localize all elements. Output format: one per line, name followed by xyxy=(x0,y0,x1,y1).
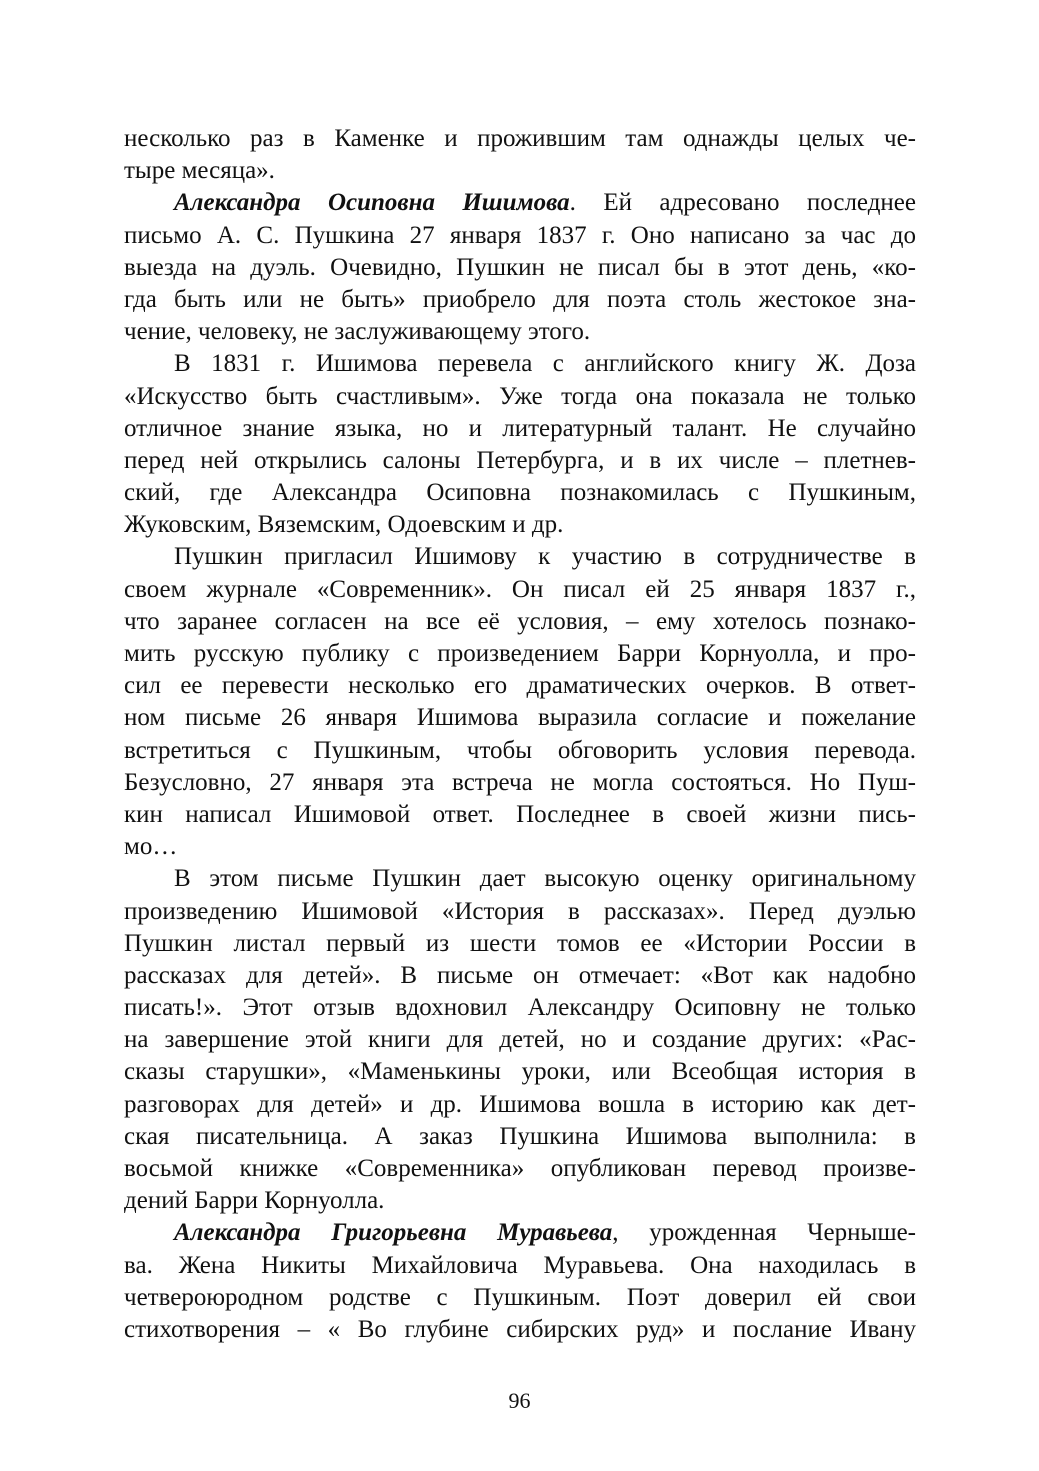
line-text: несколько раз в Каменке и прожившим там однажды целых че- xyxy=(124,125,916,152)
line-text: В этом письме Пушкин дает высокую оценку оригинальному xyxy=(174,865,916,893)
line-text: «Искусство быть счастливым». Уже тогда она показала не только xyxy=(124,382,916,410)
text-line xyxy=(124,348,916,380)
line-text: разговорах для детей» и др. Ишимова вошла в историю как дет- xyxy=(124,1090,916,1118)
text-line xyxy=(124,702,916,734)
text-line xyxy=(124,960,916,992)
text-line xyxy=(124,155,916,187)
line-text: . Ей адресовано последнее xyxy=(569,189,916,217)
text-line xyxy=(124,831,916,863)
text-line xyxy=(124,638,916,670)
text-line xyxy=(124,606,916,638)
text-line xyxy=(124,1089,916,1121)
line-text: писать!». Этот отзыв вдохновил Александру Осиповну не только xyxy=(124,994,916,1022)
paragraph xyxy=(124,1217,916,1346)
paragraph xyxy=(124,123,916,187)
text-line xyxy=(124,1153,916,1185)
line-text: сказы старушки», «Маменькины уроки, или Всеобщая история в xyxy=(124,1058,916,1086)
line-text: мить русскую публику с произведением Барри Корнуолла, и про- xyxy=(124,640,916,667)
text-line xyxy=(124,541,916,573)
line-text: ном письме 26 января Ишимова выразила согласие и пожелание xyxy=(124,704,916,732)
text-line xyxy=(124,445,916,477)
line-text: , урожденная Чернышe- xyxy=(612,1219,917,1247)
line-text: В 1831 г. Ишимова перевела с английского книгу Ж. Доза xyxy=(174,350,916,378)
line-text: гда быть или не быть» приобрело для поэта столь жестокое зна- xyxy=(124,285,916,313)
text-line xyxy=(124,1217,916,1249)
text-line xyxy=(124,574,916,606)
body-text xyxy=(124,123,916,1346)
line-text: тыре месяца». xyxy=(124,157,275,185)
text-line xyxy=(124,123,916,155)
line-text: ская писательница. А заказ Пушкина Ишимова выполнила: в xyxy=(124,1122,916,1150)
line-text: рассказах для детей». В письме он отмечает: «Вот как надобно xyxy=(124,961,916,989)
line-text: своем журнале «Современник». Он писал ей 25 января 1837 г., xyxy=(124,575,916,603)
text-line xyxy=(124,767,916,799)
text-line xyxy=(124,1282,916,1314)
line-text: встретиться с Пушкиным, чтобы обговорить условия перевода. xyxy=(124,736,916,764)
line-text: отличное знание языка, но и литературный талант. Не случайно xyxy=(124,414,916,442)
line-text: кин написал Ишимовой ответ. Последнее в своей жизни пись- xyxy=(124,800,916,828)
line-text: произведению Ишимовой «История в рассказах». Перед дуэлью xyxy=(124,897,916,925)
line-text: мо… xyxy=(124,833,178,861)
line-text: что заранее согласен на все её условия, – ему хотелось познако- xyxy=(124,607,916,635)
text-line xyxy=(124,992,916,1024)
emphasized-name: Александра Григорьевна Муравьева xyxy=(174,1219,613,1247)
line-text: восьмой книжке «Современника» опубликован перевод произве- xyxy=(124,1155,916,1182)
text-line xyxy=(124,863,916,895)
text-line xyxy=(124,316,916,348)
text-line xyxy=(124,1250,916,1282)
line-text: письмо А. С. Пушкина 27 января 1837 г. Оно написано за час до xyxy=(124,221,916,249)
page-number: 96 xyxy=(508,1388,531,1413)
text-line xyxy=(124,799,916,831)
line-text: Пушкин пригласил Ишимову к участию в сотрудничестве в xyxy=(174,543,916,571)
line-text: Пушкин листал первый из шести томов ее «Истории России в xyxy=(124,929,916,957)
text-line xyxy=(124,670,916,702)
text-line xyxy=(124,187,916,219)
paragraph xyxy=(124,863,916,1217)
text-line xyxy=(124,252,916,284)
text-line xyxy=(124,284,916,316)
paragraph xyxy=(124,187,916,348)
line-text: Жуковским, Вяземским, Одоевским и др. xyxy=(124,511,564,539)
paragraph xyxy=(124,541,916,863)
line-text: стихотворения – « Во глубине сибирских руд» и послание Ивану xyxy=(124,1315,916,1343)
line-text: Безусловно, 27 января эта встреча не могла состояться. Но Пуш- xyxy=(124,768,916,796)
text-line xyxy=(124,1056,916,1088)
text-line xyxy=(124,509,916,541)
line-text: четвероюродном родстве с Пушкиным. Поэт доверил ей свои xyxy=(124,1283,916,1311)
line-text: выезда на дуэль. Очевидно, Пушкин не писал бы в этот день, «ко- xyxy=(124,253,916,281)
line-text: чение, человеку, не заслуживающему этого. xyxy=(124,318,591,346)
emphasized-name: Александра Осиповна Ишимова xyxy=(174,189,570,217)
paragraph xyxy=(124,348,916,541)
text-line xyxy=(124,477,916,509)
text-line xyxy=(124,735,916,767)
line-text: дений Барри Корнуолла. xyxy=(124,1187,385,1215)
text-line xyxy=(124,220,916,252)
text-line xyxy=(124,1024,916,1056)
line-text: сил ее перевести несколько его драматических очерков. В ответ- xyxy=(124,672,916,700)
text-line xyxy=(124,896,916,928)
line-text: на завершение этой книги для детей, но и создание других: «Рас- xyxy=(124,1026,916,1054)
text-line xyxy=(124,1185,916,1217)
text-line xyxy=(124,1314,916,1346)
text-line xyxy=(124,413,916,445)
line-text: перед ней открылись салоны Петербурга, и в их числе – плетнев- xyxy=(124,446,916,474)
line-text: ский, где Александра Осиповна познакомилась с Пушкиным, xyxy=(124,479,916,507)
text-line xyxy=(124,1121,916,1153)
text-line xyxy=(124,928,916,960)
line-text: ва. Жена Никиты Михайловича Муравьева. Она находилась в xyxy=(124,1251,916,1279)
text-line xyxy=(124,381,916,413)
